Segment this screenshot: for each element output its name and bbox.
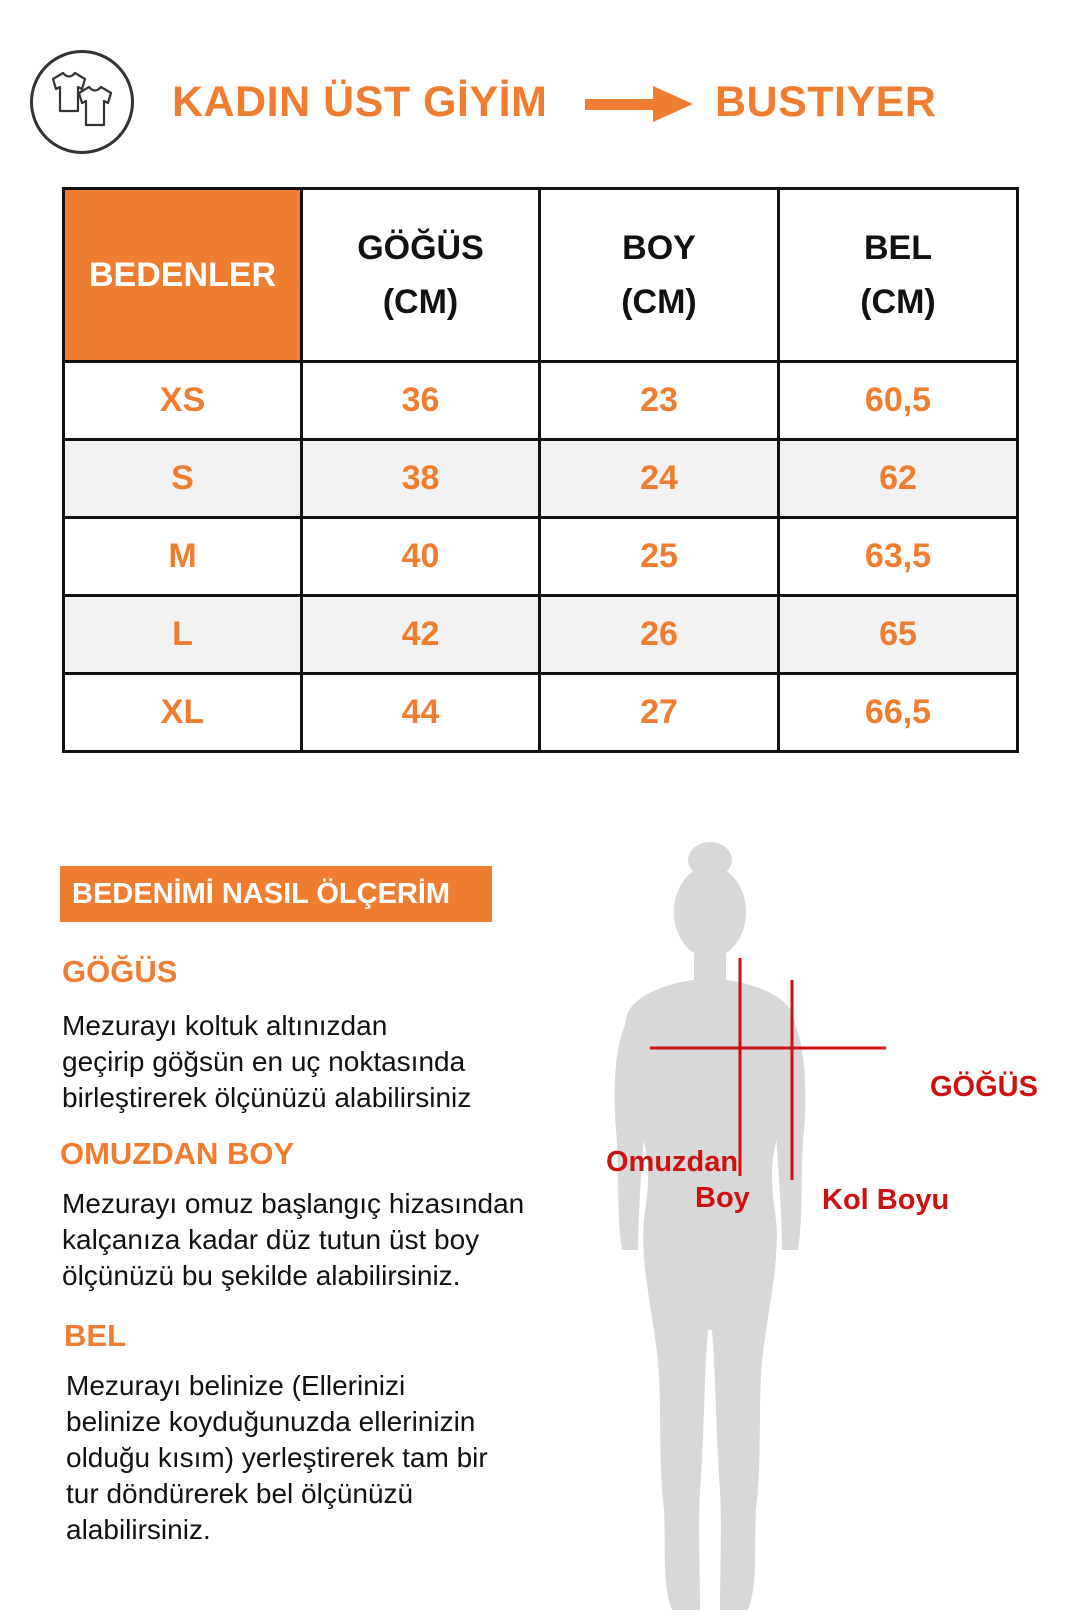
label-gogus: GÖĞÜS <box>930 1071 1038 1103</box>
header-label: GÖĞÜS <box>357 229 484 267</box>
section-title-bel: BEL <box>64 1318 126 1353</box>
gogus-cell: 42 <box>302 596 540 674</box>
table-row <box>64 440 1018 518</box>
product-title: BUSTIYER <box>715 78 937 126</box>
size-cell: S <box>64 440 302 518</box>
guide-badge: BEDENİMİ NASIL ÖLÇERİM <box>60 866 492 922</box>
bel-cell: 66,5 <box>779 674 1018 752</box>
gogus-cell: 40 <box>302 518 540 596</box>
boy-cell: 23 <box>540 362 779 440</box>
boy-cell: 27 <box>540 674 779 752</box>
header-unit: (CM) <box>621 283 697 321</box>
section-body-gogus: Mezurayı koltuk altınızdan geçirip göğsün en uç noktasında birleştirerek ölçünüzü alabilirsiniz <box>62 1010 472 1113</box>
section-title-omuzdan-boy: OMUZDAN BOY <box>60 1136 295 1171</box>
category-title: KADIN ÜST GİYİM <box>172 78 548 126</box>
bel-cell: 65 <box>779 596 1018 674</box>
header-unit: (CM) <box>382 283 459 321</box>
table-row <box>64 362 1018 440</box>
bel-cell: 63,5 <box>779 518 1018 596</box>
size-cell: L <box>64 596 302 674</box>
header-gogus <box>302 189 540 362</box>
gogus-cell: 44 <box>302 674 540 752</box>
header-boy <box>540 189 779 362</box>
shirt-outline-icon <box>33 53 131 151</box>
header-label: BOY <box>622 229 696 267</box>
gogus-cell: 36 <box>302 362 540 440</box>
table-row <box>64 674 1018 752</box>
size-table <box>62 187 1019 753</box>
table-row <box>64 518 1018 596</box>
section-body-bel: Mezurayı belinize (Ellerinizi belinize koyduğunuzda ellerinizin olduğu kısım) yerleştirerek tam bir tur döndürerek bel ölçünüzü alabilirsiniz. <box>66 1370 488 1545</box>
boy-cell: 24 <box>540 440 779 518</box>
table-row <box>64 596 1018 674</box>
header-sizes: BEDENLER <box>64 189 302 362</box>
gogus-cell: 38 <box>302 440 540 518</box>
label-boy: Boy <box>695 1182 750 1214</box>
boy-cell: 26 <box>540 596 779 674</box>
label-kol-boyu: Kol Boyu <box>822 1184 950 1216</box>
bel-cell: 60,5 <box>779 362 1018 440</box>
section-title-gogus: GÖĞÜS <box>62 954 178 989</box>
section-body-omuzdan-boy: Mezurayı omuz başlangıç hizasından kalçanıza kadar düz tutun üst boy ölçünüzü bu şekilde alabilirsiniz. <box>62 1188 525 1291</box>
boy-cell: 25 <box>540 518 779 596</box>
label-omuzdan: Omuzdan <box>606 1146 739 1178</box>
table-header-row <box>64 189 1018 362</box>
size-cell: XL <box>64 674 302 752</box>
shirts-icon <box>30 50 134 154</box>
size-cell: XS <box>64 362 302 440</box>
header-unit: (CM) <box>860 283 936 321</box>
header-bel <box>779 189 1018 362</box>
arrow-right-icon <box>585 84 695 124</box>
body-silhouette-figure <box>560 840 980 1620</box>
bel-cell: 62 <box>779 440 1018 518</box>
header-label: BEL <box>864 229 932 267</box>
size-cell: M <box>64 518 302 596</box>
